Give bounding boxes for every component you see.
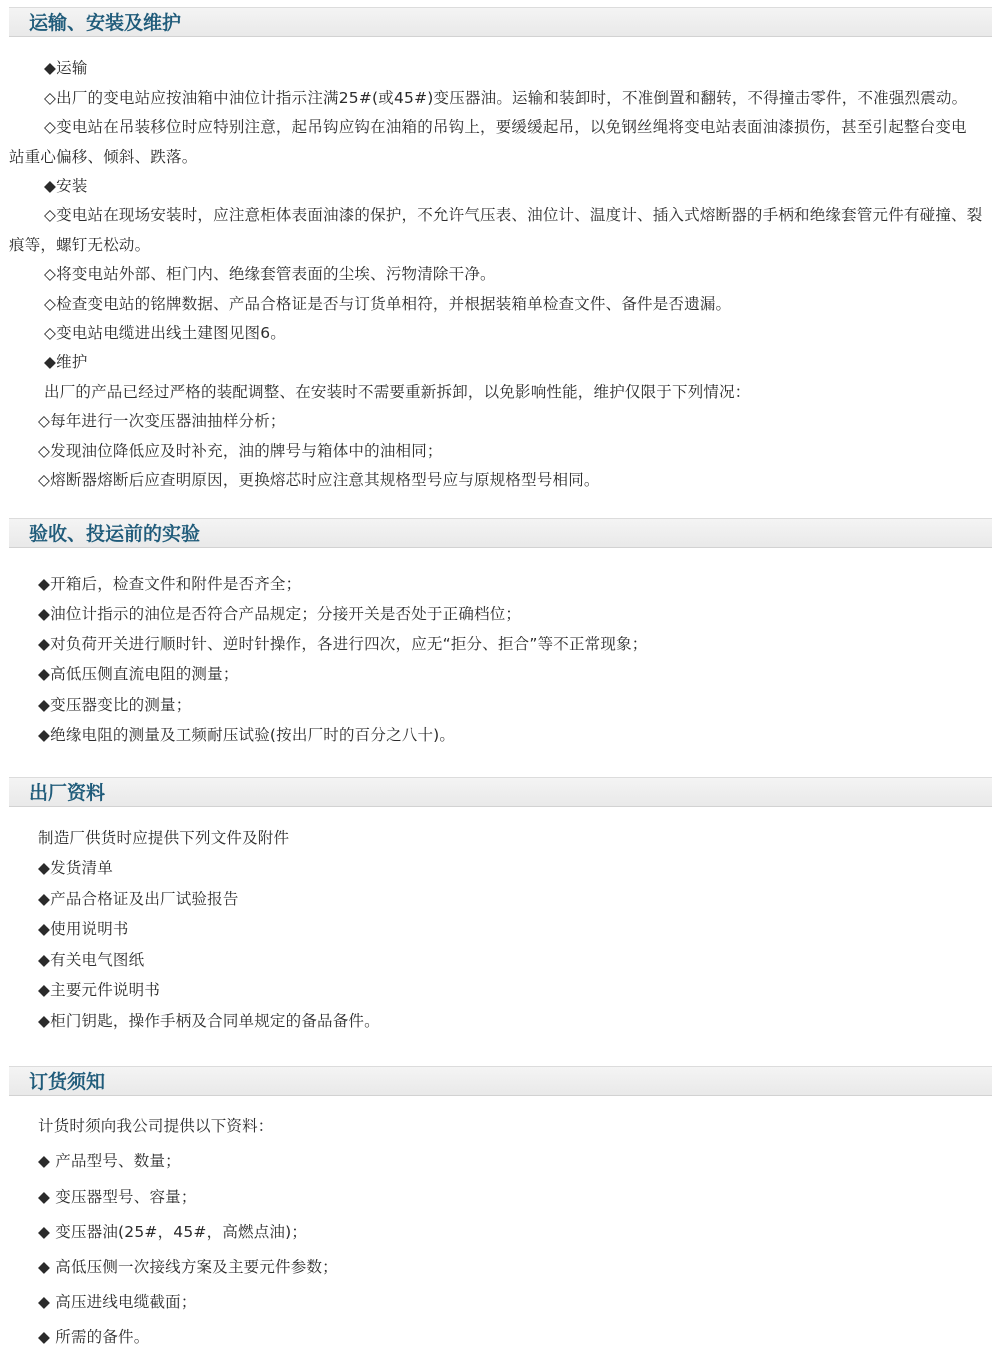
text-line: 计货时须向我公司提供以下资料： [38, 1117, 274, 1135]
subheading-transport: ◆运输 [44, 59, 88, 77]
section-header-transport [9, 7, 992, 37]
list-item: ◆绝缘电阻的测量及工频耐压试验(按出厂时的百分之八十)。 [38, 726, 456, 744]
list-item: ◆柜门钥匙，操作手柄及合同单规定的备品备件。 [38, 1012, 380, 1030]
list-item: ◆主要元件说明书 [38, 981, 161, 999]
list-item: ◆ 高压进线电缆截面； [38, 1293, 197, 1311]
section-title: 验收、投运前的实验 [29, 523, 201, 545]
list-item: ◆ 变压器型号、容量； [38, 1188, 197, 1206]
section-header-acceptance [9, 518, 992, 548]
text-line: 制造厂供货时应提供下列文件及附件 [38, 829, 290, 847]
subheading-maintenance: ◆维护 [44, 353, 88, 371]
text-line: ◇将变电站外部、柜门内、绝缘套管表面的尘埃、污物清除干净。 [44, 265, 496, 283]
list-item: ◆开箱后，检查文件和附件是否齐全； [38, 575, 302, 593]
section-header-ordering [9, 1066, 992, 1096]
list-item: ◆ 高低压侧一次接线方案及主要元件参数； [38, 1258, 338, 1276]
list-item: ◆油位计指示的油位是否符合产品规定；分接开关是否处于正确档位； [38, 605, 522, 623]
list-item: ◆使用说明书 [38, 920, 129, 938]
subheading-install: ◆安装 [44, 177, 88, 195]
text-line: ◇出厂的变电站应按油箱中油位计指示注满25#(或45#)变压器油。运输和装卸时，不准倒置和翻转，不得撞击零件，不准强烈震动。 [44, 89, 968, 107]
text-line: 站重心偏移、倾斜、跌落。 [9, 148, 198, 166]
section-title: 出厂资料 [29, 782, 106, 804]
text-line: ◇变电站在吊装移位时应特别注意，起吊钩应钩在油箱的吊钩上，要缓缓起吊，以免钢丝绳将变电站表面油漆损伤，甚至引起整台变电 [44, 118, 967, 136]
section-title: 订货须知 [29, 1071, 106, 1093]
list-item: ◆有关电气图纸 [38, 951, 145, 969]
text-line: ◇检查变电站的铭牌数据、产品合格证是否与订货单相符，并根据装箱单检查文件、备件是否遗漏。 [44, 295, 732, 313]
text-line: ◇熔断器熔断后应查明原因，更换熔芯时应注意其规格型号应与原规格型号相同。 [38, 471, 600, 489]
list-item: ◆ 产品型号、数量； [38, 1152, 181, 1170]
text-line: ◇变电站在现场安装时，应注意柜体表面油漆的保护，不允许气压表、油位计、温度计、插入式熔断器的手柄和绝缘套管元件有碰撞、裂 [44, 206, 983, 224]
text-line: 出厂的产品已经过严格的装配调整、在安装时不需要重新拆卸，以免影响性能，维护仅限于下列情况： [44, 383, 751, 401]
text-line: ◇发现油位降低应及时补充，油的牌号与箱体中的油相同； [38, 442, 443, 460]
list-item: ◆ 变压器油(25#，45#，高燃点油)； [38, 1223, 308, 1241]
section-header-factory-docs [9, 777, 992, 807]
list-item: ◆变压器变比的测量； [38, 696, 192, 714]
list-item: ◆产品合格证及出厂试验报告 [38, 890, 239, 908]
list-item: ◆发货清单 [38, 859, 113, 877]
section-title: 运输、安装及维护 [29, 12, 182, 34]
list-item: ◆高低压侧直流电阻的测量； [38, 665, 239, 683]
text-line: ◇每年进行一次变压器油抽样分析； [38, 412, 286, 430]
text-line: ◇变电站电缆进出线土建图见图6。 [44, 324, 286, 342]
list-item: ◆ 所需的备件。 [38, 1328, 150, 1346]
list-item: ◆对负荷开关进行顺时针、逆时针操作，各进行四次，应无“拒分、拒合”等不正常现象； [38, 635, 648, 653]
text-line: 痕等，螺钉无松动。 [9, 236, 151, 254]
